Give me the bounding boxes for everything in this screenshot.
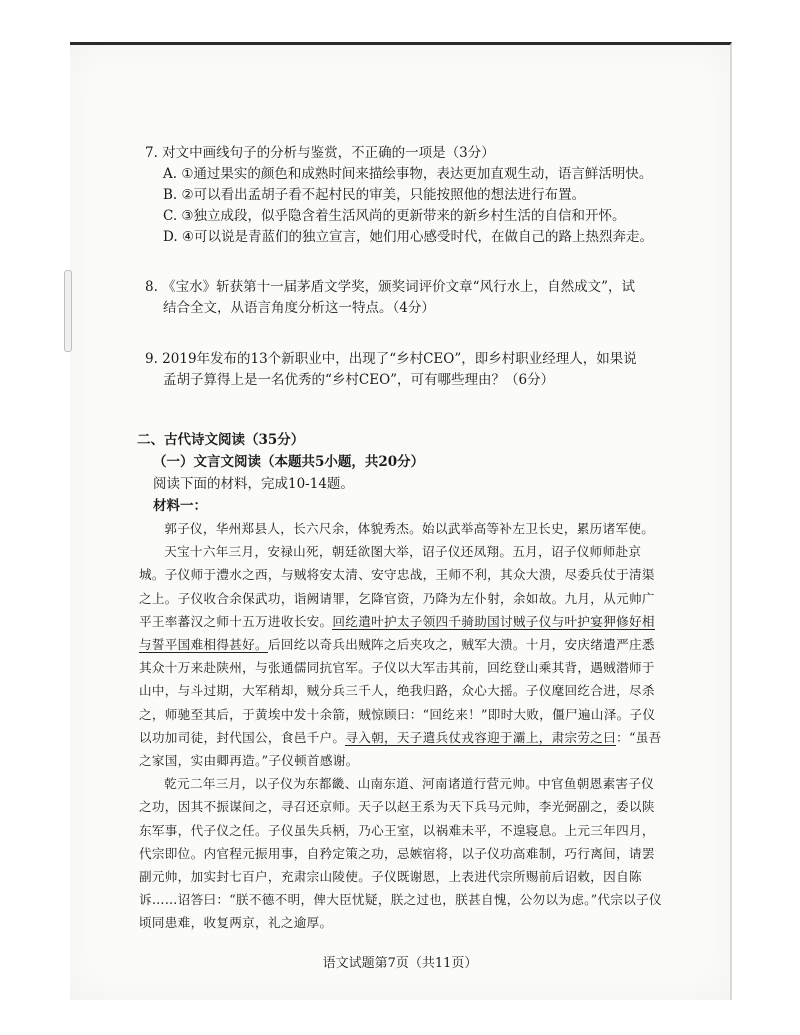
question-7-option-c: C. ③独立成段，似乎隐含着生活风尚的更新带来的新乡村生活的自信和开怀。 [163,208,626,224]
question-7-stem: 7. 对文中画线句子的分析与鉴赏，不正确的一项是（3分） [145,145,495,161]
section-2-subtitle: （一）文言文阅读（本题共5小题，共20分） [153,454,425,470]
question-8-line-2: 结合全文，从语言角度分析这一特点。（4分） [163,300,435,316]
passage-p2-part-c: ：“虽吾之家国，实由卿再造。”子仪顿首感谢。 [139,729,662,769]
passage-p2-part-b: 后回纥以奇兵出贼阵之后夹攻之，贼军大溃。十月，安庆绪遣严庄悉其众十万来赴陕州，与张通儒同抗官军。子仪以大军击其前，回纥登山乘其背，遇贼潜师于山中，与斗过期，大军稍却，贼分兵三千人，绝我归路，众心大摇。子仪麾回纥合进，尽杀之，师驰至其后，于黄埃中发十余箭，贼惊顾曰：“回纥来！”即时大败，僵尸遍山泽。子仪以功加司徒，封代国公，食邑千户。 [139,637,656,745]
section-2 [137,429,665,517]
page-content [137,143,665,935]
passage-paragraph-2 [139,540,665,772]
question-9-line-2: 孟胡子算得上是一名优秀的“乡村CEO”，可有哪些理由？（6分） [163,372,555,388]
section-2-instruction: 阅读下面的材料，完成10-14题。 [153,476,354,492]
question-8 [145,277,665,319]
question-9-line-1: 9. 2019年发布的13个新职业中，出现了“乡村CEO”，即乡村职业经理人，如果说 [145,351,637,367]
section-2-title: 二、古代诗文阅读（35分） [137,432,305,448]
underlined-sentence-2: 寻入朝，天子遣兵仗戎容迎于灞上，肃宗劳之曰 [345,729,617,745]
classical-passage [139,517,665,935]
question-8-line-1: 8. 《宝水》斩获第十一届茅盾文学奖，颁奖词评价文章“风行水上，自然成文”，试 [145,279,635,295]
underlined-sentence-1: 回纥遣叶护太子领四千骑助国讨贼子仪与叶护宴狎修好相与誓平国难相得甚好。 [139,613,655,653]
passage-p2-part-a: 天宝十六年三月，安禄山死，朝廷欲图大举，诏子仪还凤翔。五月，诏子仪师师赴京城。子仪师于澧水之西，与贼将安太清、安守忠战，王师不利，其众大溃，尽委兵仗于清渠之上。子仪收合余保武功，诣阙请罪，乞降官资，乃降为左仆射，余如故。九月，从元帅广平王率蕃汉之师十五万进收长安。 [139,544,655,629]
question-7-option-b: B. ②可以看出孟胡子看不起村民的审美，只能按照他的想法进行布置。 [163,187,586,203]
question-9 [145,349,665,391]
question-7-option-d: D. ④可以说是青蓝们的独立宣言，她们用心感受时代，在做自己的路上热烈奔走。 [163,229,654,245]
material-1-label: 材料一： [153,498,207,514]
passage-paragraph-3: 乾元二年三月，以子仪为东都畿、山南东道、河南诸道行营元帅。中官鱼朝恩素害子仪之功，因其不振谋间之，寻召还京师。天子以赵王系为天下兵马元帅，李光弼副之，委以陕东军事，代子仪之任。子仪虽失兵柄，乃心王室，以祸难未平，不遑寝息。上元三年四月，代宗即位。内官程元振用事，自矜定策之功，忌嫉宿将，以子仪功高难制，巧行离间，请罢副元帅，加实封七百户，充肃宗山陵使。子仪既谢恩，上表进代宗所赐前后诏敕，因自陈诉……诏答曰：“朕不德不明，俾大臣忧疑，朕之过也，朕甚自愧，公勿以为虑。”代宗以子仪顷同患难，收复两京，礼之逾厚。 [139,776,662,931]
question-7 [145,143,665,248]
page-footer: 语文试题第7页（共11页） [322,956,478,971]
passage-paragraph-1: 郭子仪，华州郑县人，长六尺余，体貌秀杰。始以武举高等补左卫长史，累历诸军使。 [164,521,655,536]
question-7-option-a: A. ①通过果实的颜色和成熟时间来描绘事物，表达更加直观生动，语言鲜活明快。 [163,166,653,182]
binding-clip-mark [64,270,72,352]
